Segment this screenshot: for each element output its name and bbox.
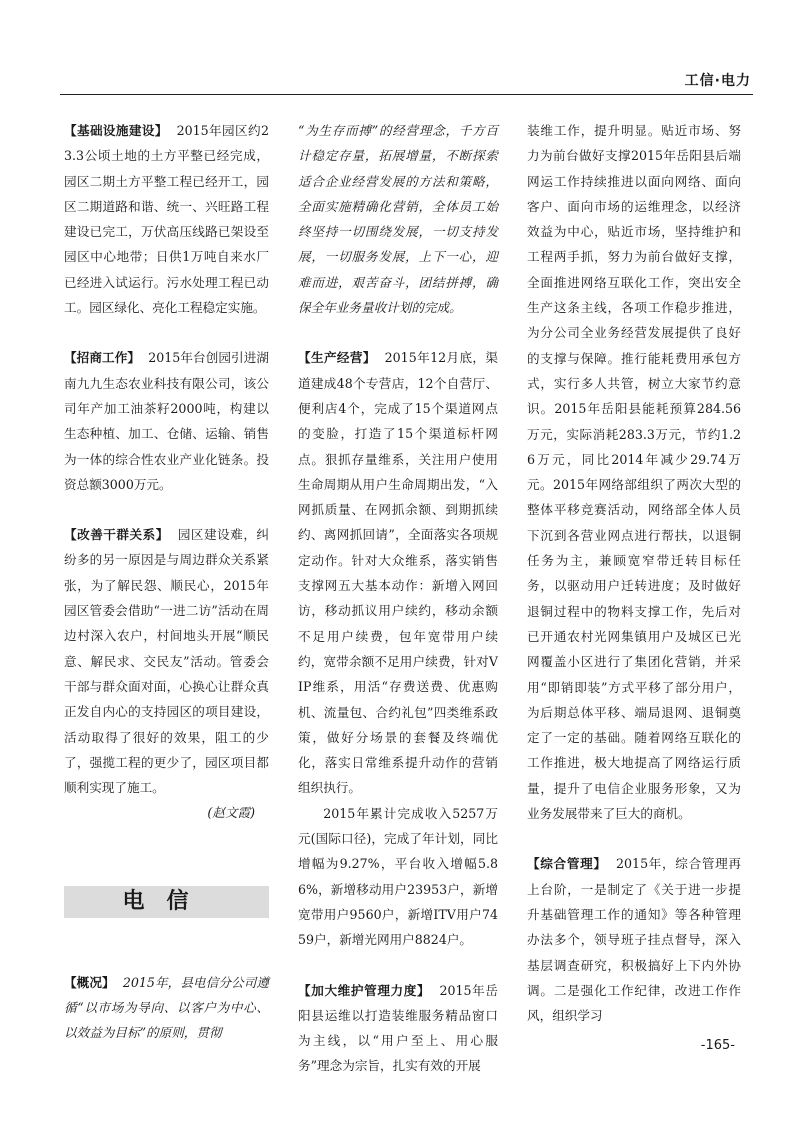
paragraph-maintenance bbox=[298, 978, 498, 1079]
paragraph-body: 2015年台创园引进湖南九九生态农业科技有限公司，该公司年产加工油茶籽2000吨，构建以生态种植、加工、仓储、运输、销售为一体的综合性农业产业化链条。投资总额3000万元。 bbox=[64, 350, 269, 492]
author-signature: (赵文霞) bbox=[207, 805, 255, 821]
paragraph-body: 2015年12月底，渠道建成48个专营店，12个自营厅、便利店4个，完成了15个渠道网点的变脸，打造了15个渠道标杆网点。狠抓存量维系，关注用户使用生命周期从用户生命周期出发，“入网抓质量、在网抓余额、到期抓续约、离网抓回请”，全面落实各项规定动作。针对大众维系，落实销售支撑网五大基本动作：新增入网回访，移动抓议用户续约，移动余额不足用户续费，包年宽带用户续约，宽带余额不足用户续费，针对VIP维系，用活“存费送费、优惠购机、流量包、合约礼包”四类维系政策，做好分场景的套餐及终端优化，落实日常维系提升动作的营销组织执行。 bbox=[298, 350, 499, 796]
paragraph-infrastructure bbox=[64, 118, 269, 320]
paragraph-overview bbox=[64, 970, 269, 1046]
paragraph-results: 2015年累计完成收入5257万元(国际口径)，完成了年计划，同比增幅为9.27%，平台收入增幅5.86%，新增移动用户23953户，新增宽带用户9560户，新增ITV用户7459户，新增光网用户8824户。 bbox=[298, 805, 498, 948]
paragraph-body: 2015年岳阳县运维以打造装维服务精品窗口为主线，以“用户至上、用心服务”理念为宗旨，扎实有效的开展 bbox=[298, 982, 498, 1074]
column-2 bbox=[298, 118, 498, 1079]
paragraph-investment bbox=[64, 345, 269, 497]
section-title: 电信 bbox=[64, 886, 269, 918]
paragraph-heading: 【综合管理】 bbox=[527, 856, 607, 872]
paragraph-body: 2015年，综合管理再上台阶，一是制定了《关于进一步提升基础管理工作的通知》等各种管理办法多个，领导班子挂点督导，深入基层调查研究，积极搞好上下内外协调。二是强化工作纪律，改进工作作风，组织学习 bbox=[527, 856, 741, 1024]
paragraph-relations bbox=[64, 522, 269, 800]
column-1 bbox=[64, 118, 269, 1046]
paragraph-heading: 【生产经营】 bbox=[298, 350, 376, 366]
paragraph-maintenance-continued: 装维工作，提升明显。贴近市场、努力为前台做好支撑2015年岳阳县后端网运工作持续推进以面向网络、面向客户、面向市场的运维理念，以经济效益为中心，贴近市场，坚持维护和工程两手抓，努力为前台做好支撑，全面推进网络互联化工作，突出安全生产这条主线，各项工作稳步推进，为分公司全业务经营发展提供了良好的支撑与保障。推行能耗费用承包方式，实行多人共管，树立大家节约意识。2015年岳阳县能耗预算284.56万元，实际消耗283.3万元，节约1.26万元，同比2014年减少29.74万元。2015年网络部组织了两次大型的整体平移竞赛活动，网络部全体人员下沉到各营业网点进行帮扶，以退铜任务为主，兼顾宽窄带迁转目标任务，以驱动用户迁转进度；及时做好退铜过程中的物料支撑工作，先后对已开通农村光网集镇用户及城区已光网覆盖小区进行了集团化营销，并采用“即销即装”方式平移了部分用户，为后期总体平移、端局退网、退铜奠定了一定的基础。随着网络互联化的工作推进，极大地提高了网络运行质量，提升了电信企业服务形象，又为业务发展带来了巨大的商机。 bbox=[527, 123, 741, 822]
header-rule bbox=[60, 94, 753, 95]
paragraph-heading: 【基础设施建设】 bbox=[64, 123, 168, 138]
paragraph-body: 2015年，县电信分公司遵循“以市场为导向、以客户为中心、以效益为目标”的原则，贯彻 bbox=[64, 974, 269, 1041]
paragraph-heading: 【改善干群关系】 bbox=[64, 527, 169, 543]
page-number: -165- bbox=[700, 1038, 735, 1053]
paragraph-management bbox=[527, 851, 741, 1028]
paragraph-overview-continued: “为生存而搏”的经营理念，千方百计稳定存量，拓展增量，不断探索适合企业经营发展的方法和策略，全面实施精确化营销，全体员工始终坚持一切围绕发展，一切支持发展，一切服务发展，上下一心，迎难而进，艰苦奋斗，团结拼搏，确保全年业务量收计划的完成。 bbox=[298, 123, 498, 316]
column-3 bbox=[527, 118, 741, 1028]
paragraph-heading: 【加大维护管理力度】 bbox=[298, 982, 431, 998]
paragraph-body: 园区建设难，纠纷多的另一原因是与周边群众关系紧张，为了解民怨、顺民心，2015年园区管委会借助“一进二访”活动在周边村深入农户，村间地头开展“顺民意、解民求、交民友”活动。管委会干部与群众面对面，心换心让群众真正发自内心的支持园区的项目建设，活动取得了很好的效果，阻工的少了，强揽工程的更少了，园区项目都顺利实现了施工。 bbox=[64, 527, 270, 796]
running-head: 工信·电力 bbox=[684, 73, 751, 89]
paragraph-heading: 【招商工作】 bbox=[64, 350, 141, 366]
paragraph-operations bbox=[298, 345, 498, 800]
paragraph-body: 2015年园区约23.3公顷土地的土方平整已经完成，园区二期土方平整工程已经开工，园区二期道路和谐、统一、兴旺路工程建设已完工，万伏高压线路已架设至园区中心地带；日供1万吨自来水厂已经进入试运行。污水处理工程已动工。园区绿化、亮化工程稳定实施。 bbox=[64, 123, 269, 316]
paragraph-heading: 【概况】 bbox=[64, 974, 115, 990]
